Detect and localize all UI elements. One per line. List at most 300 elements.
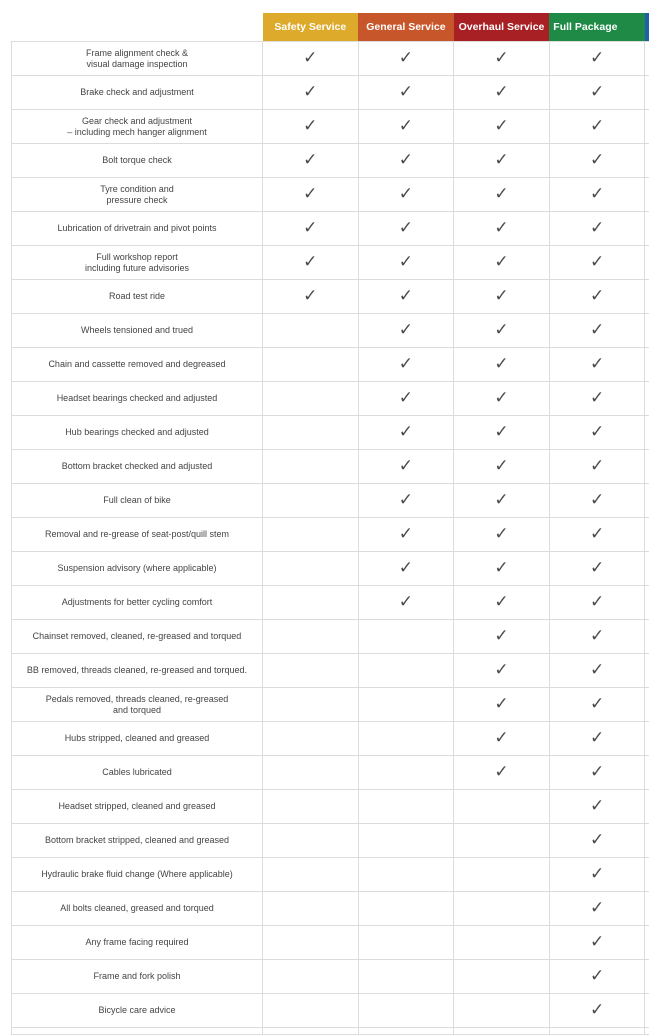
service-item-label: Road test ride [109, 291, 165, 301]
table-row [12, 620, 649, 654]
service-item-label: All bolts cleaned, greased and torqued [60, 903, 214, 913]
package-overhaul-cell [454, 484, 550, 518]
table-row [12, 722, 649, 756]
service-item-label-cell [12, 756, 263, 790]
package-overhaul-cell [454, 450, 550, 484]
package-general-cell [358, 960, 454, 994]
service-item-label: Bicycle care advice [98, 1005, 175, 1015]
package-overhaul-cell [454, 246, 550, 280]
table-header-row [12, 13, 649, 42]
check-icon: ✓ [399, 322, 413, 339]
package-full-cell [549, 348, 645, 382]
package-safety-cell [263, 790, 359, 824]
table-row [12, 790, 649, 824]
package-full-cell [549, 280, 645, 314]
service-item-label: Brake check and adjustment [80, 87, 194, 97]
service-item-label-cell [12, 824, 263, 858]
table-row [12, 824, 649, 858]
check-icon: ✓ [494, 220, 508, 237]
package-general-cell [358, 790, 454, 824]
service-item-label: Chain and cassette removed and degreased [48, 359, 225, 369]
extra-column-cell [645, 926, 649, 960]
service-comparison-table-wrapper [11, 13, 649, 1035]
service-item-label: Tyre condition and pressure check [100, 184, 174, 205]
package-overhaul-cell [454, 518, 550, 552]
package-overhaul-cell [454, 960, 550, 994]
package-full-cell [549, 212, 645, 246]
package-safety-cell [263, 246, 359, 280]
check-icon: ✓ [303, 186, 317, 203]
check-icon: ✓ [399, 50, 413, 67]
check-icon: ✓ [590, 458, 604, 475]
header-general-service: General Service [358, 13, 454, 42]
extra-column-cell [645, 552, 649, 586]
service-item-label-cell [12, 722, 263, 756]
service-item-label-cell [12, 484, 263, 518]
package-full-cell [549, 484, 645, 518]
package-general-cell [358, 586, 454, 620]
package-safety-cell [263, 688, 359, 722]
service-item-label: Frame and fork polish [93, 971, 180, 981]
package-overhaul-cell [454, 552, 550, 586]
package-safety-cell [263, 76, 359, 110]
package-full-cell [549, 620, 645, 654]
check-icon: ✓ [303, 50, 317, 67]
check-icon: ✓ [399, 118, 413, 135]
table-row [12, 416, 649, 450]
package-safety-cell [263, 926, 359, 960]
check-icon: ✓ [494, 628, 508, 645]
table-row [12, 688, 649, 722]
package-overhaul-cell [454, 76, 550, 110]
package-overhaul-cell [454, 586, 550, 620]
extra-column-cell [645, 688, 649, 722]
check-icon: ✓ [494, 84, 508, 101]
package-general-cell [358, 824, 454, 858]
table-row [12, 926, 649, 960]
extra-column-cell [645, 824, 649, 858]
package-full-cell [549, 824, 645, 858]
table-row [12, 42, 649, 76]
check-icon: ✓ [399, 152, 413, 169]
check-icon: ✓ [303, 288, 317, 305]
partial-cell [263, 1028, 359, 1035]
check-icon: ✓ [590, 594, 604, 611]
check-icon: ✓ [590, 288, 604, 305]
check-icon: ✓ [590, 322, 604, 339]
table-row [12, 314, 649, 348]
table-row [12, 858, 649, 892]
package-overhaul-cell [454, 42, 550, 76]
check-icon: ✓ [590, 866, 604, 883]
check-icon: ✓ [303, 84, 317, 101]
service-item-label-cell [12, 586, 263, 620]
package-safety-cell [263, 42, 359, 76]
check-icon: ✓ [590, 390, 604, 407]
package-general-cell [358, 552, 454, 586]
check-icon: ✓ [399, 560, 413, 577]
check-icon: ✓ [399, 458, 413, 475]
service-item-label: Any frame facing required [85, 937, 188, 947]
check-icon: ✓ [399, 492, 413, 509]
package-overhaul-cell [454, 756, 550, 790]
service-item-label-cell [12, 76, 263, 110]
package-full-cell [549, 994, 645, 1028]
check-icon: ✓ [590, 118, 604, 135]
package-overhaul-cell [454, 620, 550, 654]
service-item-label: Headset stripped, cleaned and greased [58, 801, 215, 811]
package-general-cell [358, 722, 454, 756]
package-safety-cell [263, 892, 359, 926]
check-icon: ✓ [303, 118, 317, 135]
package-full-cell [549, 246, 645, 280]
check-icon: ✓ [494, 152, 508, 169]
partial-cell [454, 1028, 550, 1035]
check-icon: ✓ [590, 152, 604, 169]
service-item-label: Gear check and adjustment – including mech hanger alignment [67, 116, 207, 137]
table-row [12, 348, 649, 382]
extra-column-cell [645, 450, 649, 484]
package-general-cell [358, 654, 454, 688]
package-safety-cell [263, 756, 359, 790]
check-icon: ✓ [494, 322, 508, 339]
service-item-label: Chainset removed, cleaned, re-greased and torqued [33, 631, 242, 641]
package-full-cell [549, 76, 645, 110]
service-item-label-cell [12, 314, 263, 348]
extra-column-cell [645, 314, 649, 348]
check-icon: ✓ [494, 492, 508, 509]
extra-column-cell [645, 76, 649, 110]
table-body [12, 42, 649, 1035]
package-general-cell [358, 178, 454, 212]
table-row [12, 450, 649, 484]
extra-column-cell [645, 144, 649, 178]
service-item-label: Wheels tensioned and trued [81, 325, 193, 335]
check-icon: ✓ [399, 254, 413, 271]
service-item-label: Hubs stripped, cleaned and greased [65, 733, 210, 743]
package-safety-cell [263, 450, 359, 484]
service-item-label: Bottom bracket stripped, cleaned and greased [45, 835, 229, 845]
check-icon: ✓ [590, 356, 604, 373]
extra-column-cell [645, 416, 649, 450]
package-safety-cell [263, 212, 359, 246]
package-overhaul-cell [454, 824, 550, 858]
package-general-cell [358, 620, 454, 654]
check-icon: ✓ [494, 458, 508, 475]
package-full-cell [549, 110, 645, 144]
table-row [12, 994, 649, 1028]
package-safety-cell [263, 484, 359, 518]
service-item-label-cell [12, 518, 263, 552]
package-general-cell [358, 450, 454, 484]
extra-column-cell [645, 722, 649, 756]
package-general-cell [358, 416, 454, 450]
check-icon: ✓ [399, 356, 413, 373]
check-icon: ✓ [590, 84, 604, 101]
service-item-label-cell [12, 212, 263, 246]
package-general-cell [358, 756, 454, 790]
check-icon: ✓ [303, 152, 317, 169]
package-general-cell [358, 76, 454, 110]
service-item-label-cell [12, 858, 263, 892]
package-overhaul-cell [454, 110, 550, 144]
table-row [12, 280, 649, 314]
service-item-label-cell [12, 450, 263, 484]
service-item-label: Suspension advisory (where applicable) [57, 563, 216, 573]
package-safety-cell [263, 382, 359, 416]
package-safety-cell [263, 280, 359, 314]
package-full-cell [549, 144, 645, 178]
check-icon: ✓ [590, 730, 604, 747]
partial-cell [645, 1028, 649, 1035]
table-row [12, 110, 649, 144]
package-full-cell [549, 178, 645, 212]
service-item-label-cell [12, 994, 263, 1028]
package-safety-cell [263, 586, 359, 620]
package-safety-cell [263, 144, 359, 178]
package-safety-cell [263, 348, 359, 382]
package-safety-cell [263, 178, 359, 212]
service-item-label-cell [12, 416, 263, 450]
extra-column-cell [645, 654, 649, 688]
service-item-label-cell [12, 654, 263, 688]
check-icon: ✓ [303, 254, 317, 271]
package-full-cell [549, 518, 645, 552]
check-icon: ✓ [494, 594, 508, 611]
package-overhaul-cell [454, 790, 550, 824]
check-icon: ✓ [399, 424, 413, 441]
service-item-label: Headset bearings checked and adjusted [57, 393, 218, 403]
package-general-cell [358, 382, 454, 416]
extra-column-cell [645, 620, 649, 654]
check-icon: ✓ [399, 220, 413, 237]
package-full-cell [549, 722, 645, 756]
package-general-cell [358, 518, 454, 552]
check-icon: ✓ [590, 186, 604, 203]
service-item-label-cell [12, 688, 263, 722]
header-overhaul-service: Overhaul Service [454, 13, 550, 42]
package-safety-cell [263, 518, 359, 552]
check-icon: ✓ [399, 594, 413, 611]
check-icon: ✓ [494, 526, 508, 543]
check-icon: ✓ [494, 390, 508, 407]
package-full-cell [549, 858, 645, 892]
extra-column-cell [645, 178, 649, 212]
check-icon: ✓ [494, 560, 508, 577]
service-item-label: Hydraulic brake fluid change (Where applicable) [41, 869, 233, 879]
package-overhaul-cell [454, 416, 550, 450]
service-comparison-table [11, 13, 649, 1035]
package-safety-cell [263, 994, 359, 1028]
extra-column-cell [645, 518, 649, 552]
extra-column-cell [645, 212, 649, 246]
check-icon: ✓ [399, 186, 413, 203]
table-row [12, 246, 649, 280]
package-overhaul-cell [454, 858, 550, 892]
service-item-label-cell [12, 382, 263, 416]
service-item-label: Pedals removed, threads cleaned, re-greased and torqued [46, 694, 229, 715]
check-icon: ✓ [590, 662, 604, 679]
package-full-cell [549, 552, 645, 586]
check-icon: ✓ [399, 84, 413, 101]
service-item-label-cell [12, 42, 263, 76]
package-general-cell [358, 280, 454, 314]
package-general-cell [358, 348, 454, 382]
package-overhaul-cell [454, 178, 550, 212]
service-item-label-cell [12, 280, 263, 314]
package-overhaul-cell [454, 382, 550, 416]
table-row [12, 382, 649, 416]
check-icon: ✓ [590, 492, 604, 509]
package-general-cell [358, 994, 454, 1028]
package-general-cell [358, 212, 454, 246]
check-icon: ✓ [590, 560, 604, 577]
package-overhaul-cell [454, 926, 550, 960]
package-general-cell [358, 892, 454, 926]
package-full-cell [549, 416, 645, 450]
package-general-cell [358, 144, 454, 178]
package-safety-cell [263, 654, 359, 688]
check-icon: ✓ [590, 934, 604, 951]
package-safety-cell [263, 620, 359, 654]
check-icon: ✓ [494, 730, 508, 747]
package-full-cell [549, 654, 645, 688]
extra-column-cell [645, 382, 649, 416]
check-icon: ✓ [590, 526, 604, 543]
header-safety-service: Safety Service [263, 13, 359, 42]
table-row [12, 892, 649, 926]
check-icon: ✓ [494, 696, 508, 713]
check-icon: ✓ [590, 764, 604, 781]
partial-cell [549, 1028, 645, 1035]
service-item-label-cell [12, 926, 263, 960]
package-safety-cell [263, 960, 359, 994]
table-row [12, 178, 649, 212]
package-overhaul-cell [454, 994, 550, 1028]
check-icon: ✓ [590, 696, 604, 713]
package-overhaul-cell [454, 348, 550, 382]
check-icon: ✓ [590, 832, 604, 849]
package-general-cell [358, 314, 454, 348]
check-icon: ✓ [494, 254, 508, 271]
check-icon: ✓ [494, 118, 508, 135]
service-item-label: Lubrication of drivetrain and pivot points [57, 223, 216, 233]
service-item-label-cell [12, 960, 263, 994]
header-full-package: Full Package [549, 13, 645, 42]
extra-column-cell [645, 892, 649, 926]
service-item-label: Cables lubricated [102, 767, 172, 777]
header-extra-column [645, 13, 649, 42]
service-item-label-cell [12, 246, 263, 280]
check-icon: ✓ [590, 628, 604, 645]
service-item-label-cell [12, 620, 263, 654]
service-item-label-cell [12, 552, 263, 586]
check-icon: ✓ [590, 798, 604, 815]
table-row [12, 212, 649, 246]
package-overhaul-cell [454, 654, 550, 688]
package-safety-cell [263, 858, 359, 892]
header-blank-cell [12, 13, 263, 42]
extra-column-cell [645, 994, 649, 1028]
service-item-label: Adjustments for better cycling comfort [62, 597, 213, 607]
package-full-cell [549, 314, 645, 348]
table-row [12, 756, 649, 790]
table-row [12, 484, 649, 518]
check-icon: ✓ [494, 186, 508, 203]
service-item-label: Bolt torque check [102, 155, 172, 165]
service-item-label-cell [12, 178, 263, 212]
package-overhaul-cell [454, 212, 550, 246]
service-item-label: Full clean of bike [103, 495, 171, 505]
check-icon: ✓ [590, 1002, 604, 1019]
package-full-cell [549, 960, 645, 994]
service-item-label-cell [12, 790, 263, 824]
service-item-label: Removal and re-grease of seat-post/quill stem [45, 529, 229, 539]
extra-column-cell [645, 246, 649, 280]
check-icon: ✓ [399, 288, 413, 305]
check-icon: ✓ [303, 220, 317, 237]
check-icon: ✓ [494, 288, 508, 305]
check-icon: ✓ [494, 424, 508, 441]
check-icon: ✓ [494, 50, 508, 67]
partial-cell [12, 1028, 263, 1035]
table-row [12, 654, 649, 688]
package-overhaul-cell [454, 314, 550, 348]
check-icon: ✓ [494, 662, 508, 679]
check-icon: ✓ [590, 968, 604, 985]
service-item-label: Bottom bracket checked and adjusted [62, 461, 213, 471]
package-general-cell [358, 42, 454, 76]
service-item-label: Frame alignment check & visual damage inspection [86, 48, 188, 69]
package-full-cell [549, 586, 645, 620]
package-full-cell [549, 450, 645, 484]
extra-column-cell [645, 110, 649, 144]
package-safety-cell [263, 110, 359, 144]
package-general-cell [358, 926, 454, 960]
package-safety-cell [263, 314, 359, 348]
package-general-cell [358, 484, 454, 518]
check-icon: ✓ [590, 424, 604, 441]
extra-column-cell [645, 858, 649, 892]
check-icon: ✓ [399, 526, 413, 543]
package-full-cell [549, 892, 645, 926]
package-full-cell [549, 756, 645, 790]
package-full-cell [549, 42, 645, 76]
service-item-label-cell [12, 892, 263, 926]
package-overhaul-cell [454, 280, 550, 314]
extra-column-cell [645, 280, 649, 314]
service-item-label-cell [12, 144, 263, 178]
package-overhaul-cell [454, 144, 550, 178]
check-icon: ✓ [590, 254, 604, 271]
partial-cell [358, 1028, 454, 1035]
package-general-cell [358, 858, 454, 892]
check-icon: ✓ [399, 390, 413, 407]
table-row [12, 552, 649, 586]
check-icon: ✓ [494, 764, 508, 781]
package-overhaul-cell [454, 688, 550, 722]
extra-column-cell [645, 790, 649, 824]
check-icon: ✓ [494, 356, 508, 373]
service-item-label-cell [12, 110, 263, 144]
extra-column-cell [645, 484, 649, 518]
service-item-label: BB removed, threads cleaned, re-greased and torqued. [27, 665, 247, 675]
extra-column-cell [645, 960, 649, 994]
package-full-cell [549, 790, 645, 824]
package-overhaul-cell [454, 722, 550, 756]
package-full-cell [549, 688, 645, 722]
service-item-label: Full workshop report including future advisories [85, 252, 189, 273]
